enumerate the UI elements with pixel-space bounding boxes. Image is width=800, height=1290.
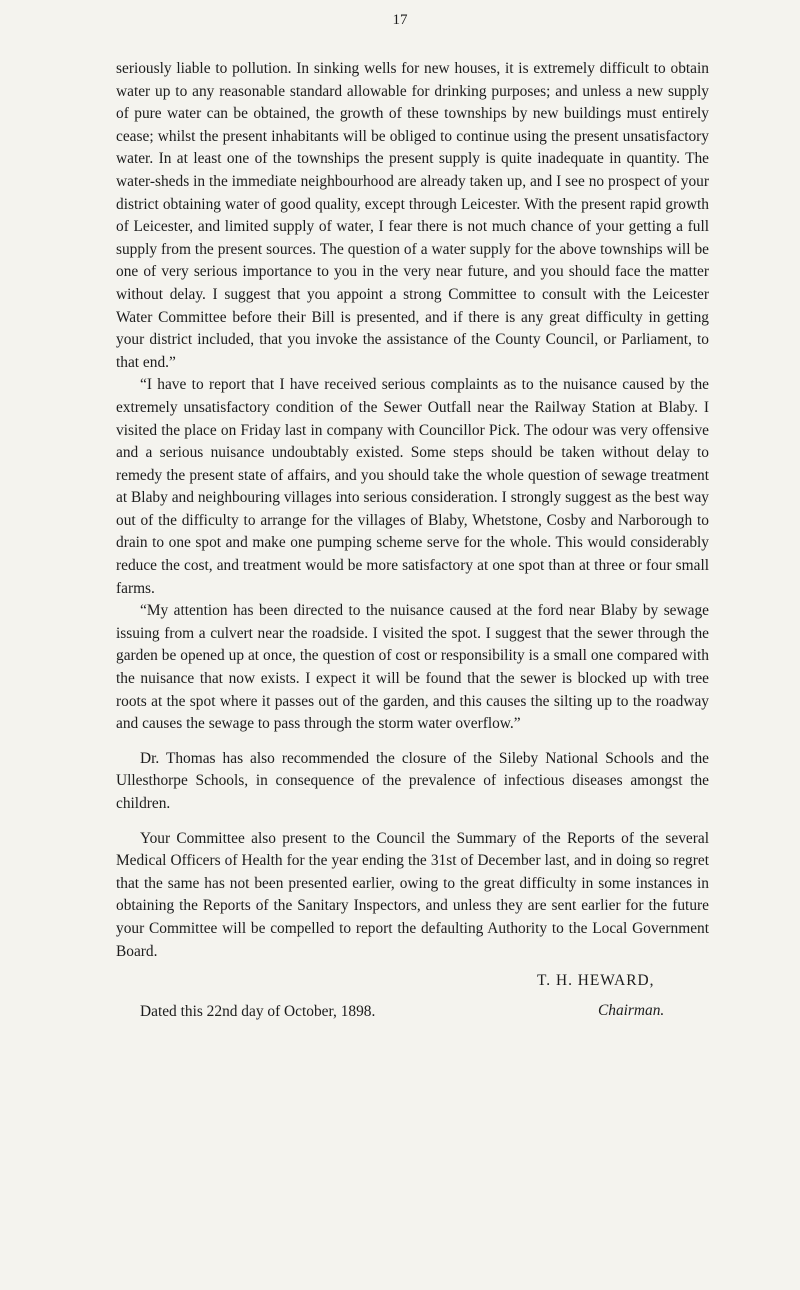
signatory-title: Chairman. bbox=[598, 1002, 665, 1019]
paragraph-medical-reports: Your Committee also present to the Council the Summary of the Reports of the several Medical Officers of Health for the year ending the 31st of December last, and in doing so regret that the same has not been presented earlier, owing to the great difficulty in some instances in obtaining the Reports of the Sanitary Inspectors, and unless they are sent earlier for the future your Committee will be compelled to report the defaulting Authority to the Local Government Board. bbox=[116, 829, 709, 960]
paragraph-blaby-sewer-outfall: “I have to report that I have received serious complaints as to the nuisance caused by the extremely unsatisfactory condition of the Sewer Outfall near the Railway Station at Blaby. I visited the place on Friday last in company with Councillor Pick. The odour was very offensive and a serious nuisance undoubtably existed. Some steps should be taken without delay to remedy the present state of affairs, and you should take the whole question of sewage treatment at Blaby and neighbouring villages into serious consideration. I strongly suggest as the best way out of the difficulty to arrange for the villages of Blaby, Whetstone, Cosby and Narborough to drain to one spot and make one pumping scheme serve for the whole. This would considerably reduce the cost, and treatment would be more satisfactory at one spot than at three or four small farms. bbox=[116, 376, 709, 597]
report-body bbox=[116, 58, 709, 1024]
paragraph-water-supply: seriously liable to pollution. In sinking wells for new houses, it is extremely difficult to obtain water up to any reasonable standard allowable for drinking purposes; and unless a new supply of pure water can be obtained, the growth of these townships by new buildings must entirely cease; whilst the present inhabitants will be obliged to continue using the present unsatisfactory water. In at least one of the townships the present supply is quite inadequate in quantity. The water-sheds in the immediate neighbourhood are already taken up, and I see no prospect of your district obtaining water of good quality, except through Leicester. With the present rapid growth of Leicester, and limited supply of water, I fear there is not much chance of your getting a full supply from the present sources. The question of a water supply for the above townships will be one of very serious importance to you in the very near future, and you should face the matter without delay. I suggest that you appoint a strong Committee to consult with the Leicester Water Committee before their Bill is presented, and if there is any great difficulty in getting your district included, that you invoke the assistance of the County Council, or Parliament, to that end.” bbox=[116, 60, 709, 371]
date-line: Dated this 22nd day of October, 1898. bbox=[140, 1003, 376, 1021]
paragraph-school-closures: Dr. Thomas has also recommended the closure of the Sileby National Schools and the Ullesthorpe Schools, in consequence of the prevalence of infectious diseases amongst the children. bbox=[116, 749, 709, 812]
page-number: 17 bbox=[392, 12, 408, 28]
signatory-name: T. H. HEWARD, bbox=[537, 972, 655, 989]
paragraph-ford-nuisance: “My attention has been directed to the nuisance caused at the ford near Blaby by sewage issuing from a culvert near the roadside. I visited the spot. I suggest that the sewer through the garden be opened up at once, the question of cost or responsibility is a small one compared with the nuisance that now exists. I expect it will be found that the sewer is blocked up with tree roots at the spot where it passes out of the garden, and this causes the silting up to the roadway and causes the sewage to pass through the storm water overflow.” bbox=[116, 602, 709, 733]
